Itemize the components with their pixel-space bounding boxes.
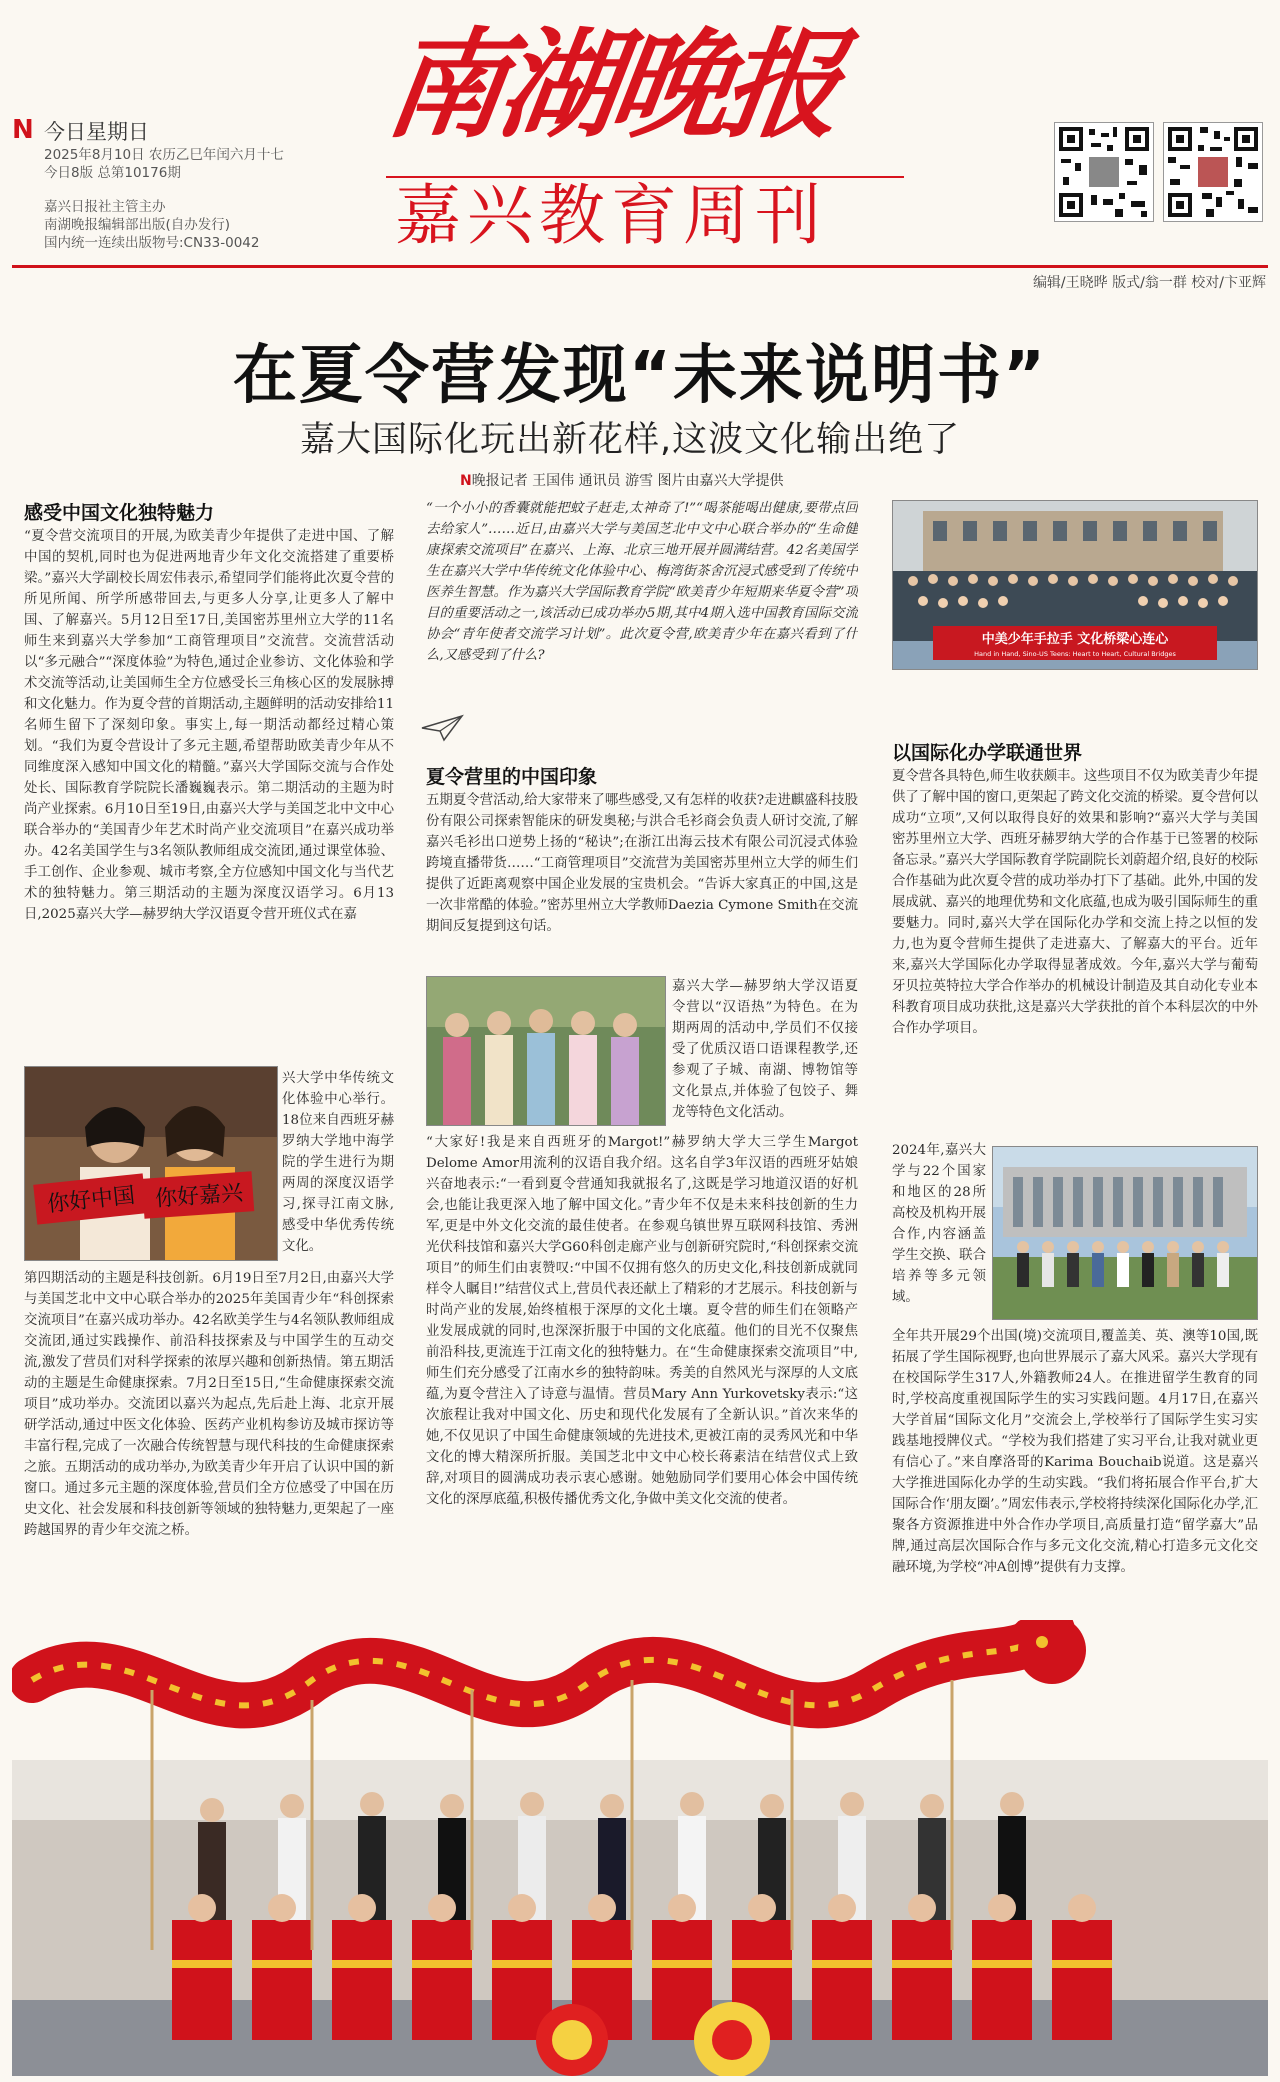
photo-students-hanfu bbox=[426, 976, 666, 1126]
photo-dragon-dance bbox=[12, 1620, 1268, 2076]
pub-line-2: 南湖晚报编辑部出版(自办发行) bbox=[44, 217, 231, 233]
column-1-text-c: 第四期活动的主题是科技创新。6月19日至7月2日,由嘉兴大学与美国芝北中文中心联合举办的2025年美国青少年“科创探索交流项目”在嘉兴成功举办。42名欧美学生与4名领队教师组成交流团,通过实践操作、前沿科技探索及与中国学生的互动交流,激发了营员们对科学探索的浓厚兴趣和创新热情。第五期活动的主题是生命健康探索。7月2日至15日,“生命健康探索交流项目”成功举办。交流团以嘉兴为起点,先后赴上海、北京开展研学活动,通过中医文化体验、医药产业机构参访及城市探访等丰富行程,完成了一次融合传统智慧与现代科技的生命健康探索之旅。五期活动的成功举办,为欧美青少年开启了认识中国的新窗口。通过多元主题的深度体验,营员们全方位感受了中国在历史文化、社会发展和科技创新等领域的独特魅力,更架起了一座跨越国界的青少年交流之桥。 bbox=[24, 1271, 394, 1538]
scroll-text-1: 你好中国 bbox=[46, 1183, 137, 1218]
header-rule bbox=[12, 265, 1268, 268]
qr-code-icon bbox=[1054, 122, 1154, 222]
column-2-text-a: 五期夏令营活动,给大家带来了哪些感受,又有怎样的收获?走进麒盛科技股份有限公司探索智能床的研发奥秘;与洪合毛衫商会负责人研讨交流,了解嘉兴毛衫出口逆势上扬的“秘诀”;在浙江出海云技术有限公司沉浸式体验跨境直播带货……“工商管理项目”交流营为美国密苏里州立大学的师生们提供了近距离观察中国企业发展的宝贵机会。“告诉大家真正的中国,这是一次非常酷的体验。”密苏里州立大学教师Daezia Cymone Smith在交流期间反复提到这句话。 bbox=[426, 793, 858, 934]
photo-group-campus bbox=[892, 500, 1258, 670]
byline-text: 晚报记者 王国伟 通讯员 游雪 图片由嘉兴大学提供 bbox=[471, 473, 784, 489]
column-2-text-c: “大家好!我是来自西班牙的Margot!”赫罗纳大学大三学生Margot Delome Amor用流利的汉语自我介绍。这名自学3年汉语的西班牙姑娘兴奋地表示:“一看到夏令营通知我就报名了,这既是学习地道汉语的好机会,也能让我更深入地了解中国文化。”青少年不仅是未来科技创新的生力军,更是中外文化交流的最佳使者。在参观乌镇世界互联网科技馆、秀洲光伏科技馆和嘉兴大学G60科创走廊产业与创新研究院时,“科创探索交流项目”的师生们由衷赞叹:“中国不仅拥有悠久的历史文化,科技创新成就同样令人瞩目!”结营仪式上,营员代表还献上了精彩的才艺展示。科技创新与时尚产业的发展,始终植根于深厚的文化土壤。夏令营的师生们在领略产业发展成就的同时,也深深折服于中国的文化底蕴。他们的目光不仅聚焦前沿科技,更流连于江南文化的独特魅力。在“生命健康探索交流项目”中,师生们充分感受了江南水乡的独特韵味。秀美的自然风光与深厚的人文底蕴,为夏令营注入了诗意与温情。营员Mary Ann Yurkovetsky表示:“这次旅程让我对中国文化、历史和现代化发展有了全新认识。”首次来华的她,不仅见识了中国生命健康领域的先进技术,更被江南的灵秀风光和中华文化的博大精深所折服。美国芝北中文中心校长蒋素洁在结营仪式上致辞,对项目的圆满成功表示衷心感谢。她勉励同学们要用心体会中国传统文化的深厚底蕴,积极传播优秀文化,争做中美文化交流的使者。 bbox=[426, 1135, 858, 1507]
date-line: 2025年8月10日 农历乙巳年闰六月十七 bbox=[44, 147, 284, 163]
editor-credits: 编辑/王晓晔 版式/翁一群 校对/卞亚辉 bbox=[1032, 275, 1266, 291]
banner-text-en: Hand in Hand, Sino-US Teens: Heart to Heart, Cultural Bridges bbox=[974, 650, 1176, 658]
column-2-text-b: 嘉兴大学—赫罗纳大学汉语夏令营以“汉语热”为特色。在为期两周的活动中,学员们不仅接受了优质汉语口语课程教学,还参观了子城、南湖、博物馆等文化景点,并体验了包饺子、舞龙等特色文化活动。 bbox=[672, 979, 858, 1120]
weekday: 今日星期日 bbox=[44, 120, 149, 144]
column-1-title: 感受中国文化独特魅力 bbox=[24, 502, 215, 524]
column-3-title: 以国际化办学联通世界 bbox=[892, 742, 1083, 764]
byline bbox=[460, 470, 784, 490]
banner-text: 中美少年手拉手 文化桥梁心连心 bbox=[981, 632, 1169, 647]
intro-text: “一个小小的香囊就能把蚊子赶走,太神奇了!”“喝茶能喝出健康,要带点回去给家人”……近日,由嘉兴大学与美国芝北中文中心联合举办的“生命健康探索交流项目”在嘉兴、上海、北京三地开展并圆满结营。42名美国学生在嘉兴大学中华传统文化体验中心、梅湾街茶舍沉浸式感受到了传统中医养生智慧。作为嘉兴大学国际教育学院“欧美青少年短期来华夏令营”项目的重要活动之一,该活动已成功举办5期,其中4期入选中国教育国际交流协会“青年使者交流学习计划”。此次夏令营,欧美青少年在嘉兴看到了什么,又感受到了什么? bbox=[426, 501, 858, 663]
column-3-text-c: 全年共开展29个出国(境)交流项目,覆盖美、英、澳等10国,既拓展了学生国际视野,也向世界展示了嘉大风采。嘉兴大学现有在校国际学生317人,外籍教师24人。在推进留学生教育的同时,学校高度重视国际学生的实习实践问题。4月17日,在嘉兴大学首届“国际文化月”交流会上,学校举行了国际学生实习实践基地授牌仪式。“学校为我们搭建了实习平台,让我对就业更有信心了。”来自摩洛哥的Karima Bouchaib说道。这是嘉兴大学推进国际化办学的生动实践。“我们将拓展合作平台,扩大国际合作‘朋友圈’。”周宏伟表示,学校将持续深化国际化办学,汇聚各方资源推进中外合作办学项目,高质量打造“留学嘉大”品牌,通过高层次国际合作与多元文化交流,精心打造多元文化交融环境,为学校“冲A创博”提供有力支撑。 bbox=[892, 1329, 1258, 1575]
masthead-logo: 南湖晚报 bbox=[378, 15, 846, 154]
column-1-text-b: 兴大学中华传统文化体验中心举行。18位来自西班牙赫罗纳大学地中海学院的学生进行为期两周的深度汉语学习,探寻江南文脉,感受中华优秀传统文化。 bbox=[282, 1071, 394, 1254]
byline-mark: N bbox=[460, 473, 472, 489]
column-2-title: 夏令营里的中国印象 bbox=[426, 766, 598, 788]
headline: 在夏令营发现“未来说明书” bbox=[232, 339, 1048, 413]
pub-line-1: 嘉兴日报社主管主办 bbox=[44, 199, 166, 215]
column-3-text-a: 夏令营各具特色,师生收获颇丰。这些项目不仅为欧美青少年提供了了解中国的窗口,更架起了跨文化交流的桥梁。夏令营何以成功“立项”,又何以取得良好的效果和影响?“嘉兴大学与美国密苏里州立大学、西班牙赫罗纳大学的合作基于已签署的校际备忘录。”嘉兴大学国际教育学院副院长刘蔚超介绍,良好的校际合作基础为此次夏令营的成功举办打下了基础。此外,中国的发展成就、嘉兴的地理优势和文化底蕴,也成为吸引国际师生的重要魅力。同时,嘉兴大学在国际化办学和交流上持之以恒的发力,也为夏令营师生提供了走进嘉大、了解嘉大的平台。近年来,嘉兴大学国际化办学取得显著成效。今年,嘉兴大学与葡萄牙贝拉英特拉大学合作举办的机械设计制造及其自动化专业本科教育项目成功获批,这是嘉兴大学获批的首个本科层次的中外合作办学项目。 bbox=[892, 769, 1258, 1036]
n-logo-icon: N bbox=[12, 115, 34, 145]
pub-line-3: 国内统一连续出版物号:CN33-0042 bbox=[44, 235, 260, 251]
publisher-info bbox=[44, 198, 259, 252]
photo-group-outdoor bbox=[992, 1146, 1258, 1320]
date-info bbox=[44, 146, 284, 182]
scroll-text-2: 你好嘉兴 bbox=[154, 1180, 244, 1212]
edition-line: 今日8版 总第10176期 bbox=[44, 165, 181, 181]
paper-plane-icon bbox=[420, 712, 464, 742]
section-title: 嘉兴教育周刊 bbox=[395, 177, 827, 254]
subheadline: 嘉大国际化玩出新花样,这波文化输出绝了 bbox=[300, 420, 961, 460]
qr-code-icon bbox=[1163, 122, 1263, 222]
column-1-text-a: “夏令营交流项目的开展,为欧美青少年提供了走进中国、了解中国的契机,同时也为促进两地青少年文化交流搭建了重要桥梁。”嘉兴大学副校长周宏伟表示,希望同学们能将此次夏令营的所见所闻、所学所感带回去,与更多人分享,让更多人了解中国、了解嘉兴。5月12日至17日,美国密苏里州立大学的11名师生来到嘉兴大学参加“工商管理项目”交流营。交流营活动以“多元融合”“深度体验”为特色,通过企业参访、文化体验和学术交流等活动,让美国师生全方位感受长三角核心区的发展脉搏和文化魅力。作为夏令营的首期活动,主题鲜明的活动安排给11名师生留下了深刻印象。事实上,每一期活动都经过精心策划。“我们为夏令营设计了多元主题,希望帮助欧美青少年从不同维度深入感知中国文化的精髓。”嘉兴大学国际交流与合作处处长、国际教育学院院长潘巍巍表示。第二期活动的主题为时尚产业探索。6月10日至19日,由嘉兴大学与美国芝北中文中心联合举办的“美国青少年艺术时尚产业交流项目”在嘉兴成功举办。42名美国学生与3名领队教师组成交流团,通过课堂体验、手工创作、企业参观、城市考察,全方位感知中国文化与当代艺术的独特魅力。第三期活动的主题为深度汉语学习。6月13日,2025嘉兴大学—赫罗纳大学汉语夏令营开班仪式在嘉 bbox=[24, 529, 394, 922]
photo-students-calligraphy bbox=[24, 1066, 278, 1261]
column-3-text-b: 2024年,嘉兴大学与22个国家和地区的28所高校及机构开展合作,内容涵盖学生交换、联合培养等多元领域。 bbox=[892, 1143, 986, 1305]
